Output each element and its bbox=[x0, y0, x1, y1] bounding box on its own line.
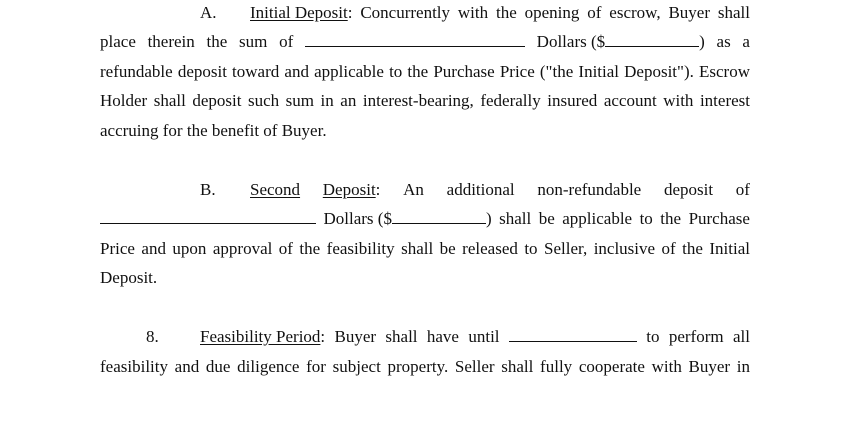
section-a-line-3: refundable deposit toward and applicable to the Purchase Price ("the Initial Deposit"). Escrow bbox=[100, 61, 750, 81]
word: until bbox=[468, 327, 500, 346]
initial-deposit-amount-words-field[interactable] bbox=[305, 30, 525, 47]
section-8-line-2: feasibility and due diligence for subject property. Seller shall fully cooperate with Buyer in bbox=[100, 356, 750, 376]
word: to bbox=[639, 209, 653, 228]
word: applicable bbox=[562, 209, 633, 228]
word: therein bbox=[147, 32, 195, 51]
section-b-heading-1: Second bbox=[250, 179, 301, 199]
word: shall bbox=[717, 3, 750, 22]
paragraph-gap bbox=[100, 293, 750, 323]
word: Purchase bbox=[688, 209, 750, 228]
second-deposit-amount-words-field[interactable] bbox=[100, 207, 316, 224]
word: An bbox=[403, 179, 424, 199]
section-b-heading-2: Deposit bbox=[322, 179, 376, 199]
word: all bbox=[732, 327, 750, 346]
section-a-letter: A. bbox=[200, 3, 217, 22]
word: as bbox=[716, 32, 731, 51]
initial-deposit-amount-number-field[interactable] bbox=[605, 30, 699, 47]
word: Buyer bbox=[334, 327, 377, 346]
section-a-line-5: accruing for the benefit of Buyer. bbox=[100, 120, 327, 140]
word: sum bbox=[239, 32, 268, 51]
section-a-heading: Initial Deposit bbox=[250, 3, 348, 22]
word: the bbox=[495, 3, 517, 22]
section-b-line-3: Price and upon approval of the feasibility shall be released to Seller, inclusive of the Initial bbox=[100, 238, 750, 258]
section-8-line-1: 8. Feasibility Period: Buyer shall have until to perform all bbox=[100, 322, 750, 352]
word: Buyer bbox=[668, 3, 710, 22]
word: be bbox=[538, 209, 555, 228]
word: shall bbox=[385, 327, 418, 346]
word: shall bbox=[499, 209, 532, 228]
word: the bbox=[206, 32, 228, 51]
word: additional bbox=[446, 179, 515, 199]
word: have bbox=[426, 327, 459, 346]
section-8-heading: Feasibility Period bbox=[200, 327, 321, 346]
section-b-letter: B. bbox=[200, 179, 216, 199]
word: opening bbox=[524, 3, 580, 22]
dollars-label: Dollars ($ bbox=[323, 209, 392, 228]
section-a-line-2: place therein the sum of Dollars ($ ) as a bbox=[100, 27, 750, 57]
paragraph-gap bbox=[100, 145, 750, 175]
word: with bbox=[457, 3, 489, 22]
section-a-line-4: Holder shall deposit such sum in an interest-bearing, federally insured account with interest bbox=[100, 91, 750, 110]
word: of bbox=[587, 3, 602, 22]
word: of bbox=[735, 179, 750, 199]
word: deposit bbox=[663, 179, 714, 199]
word: perform bbox=[668, 327, 724, 346]
section-8-number: 8. bbox=[146, 327, 159, 346]
second-deposit-amount-number-field[interactable] bbox=[392, 207, 486, 224]
section-b-line-4: Deposit. bbox=[100, 268, 158, 287]
section-a-line-1: A. Initial Deposit: Concurrently with the opening of escrow, Buyer shall bbox=[100, 0, 750, 28]
feasibility-date-field[interactable] bbox=[509, 325, 637, 342]
word: to bbox=[646, 327, 660, 346]
word: place bbox=[100, 32, 136, 51]
section-b-line-1: B. Second Deposit: An additional non-refundable deposit of bbox=[100, 175, 750, 205]
word: a bbox=[742, 32, 750, 51]
word: non-refundable bbox=[537, 179, 642, 199]
word: of bbox=[279, 32, 294, 51]
dollars-label: Dollars ($ bbox=[536, 32, 606, 51]
word: Concurrently bbox=[360, 3, 451, 22]
word: escrow, bbox=[609, 3, 661, 22]
section-b-line-2: Dollars ($ ) shall be applicable to the Purchase bbox=[100, 204, 750, 234]
word: the bbox=[660, 209, 682, 228]
